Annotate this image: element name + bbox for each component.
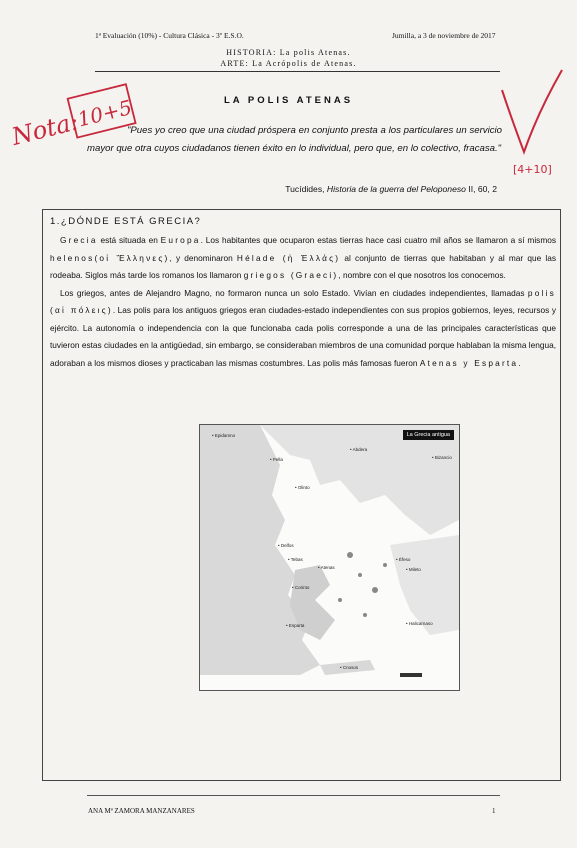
term-helenos: helenos(οἱ Ἕλληνες) (50, 252, 170, 263)
quote-ref: II, 60, 2 (465, 184, 497, 194)
map-city: • Olinto (295, 485, 310, 490)
page-title: LA POLIS ATENAS (223, 95, 354, 106)
greece-map (199, 424, 460, 691)
section-title: 1.¿DÓNDE ESTÁ GRECIA? (50, 216, 202, 227)
text: , nombre con el que nosotros los conocemos. (338, 270, 506, 280)
map-city: • Delfos (278, 543, 294, 548)
grade-value: 10+5 (75, 94, 135, 132)
check-mark-icon (498, 62, 568, 167)
term-cities: Atenas y Esparta (419, 357, 519, 368)
term-grecia: Grecia (60, 235, 98, 245)
map-city: • Atenas (318, 565, 335, 570)
term-polis: polis (αἱ πόλεις) (50, 287, 556, 315)
term-europa: Europa (160, 235, 201, 245)
text: . (518, 357, 521, 368)
map-drawing (200, 425, 459, 690)
subject-art: ARTE: La Acrópolis de Atenas. (220, 59, 357, 68)
map-title: La Grecia antigua (403, 430, 454, 440)
text: . Los habitantes que ocuparon estas tierras hace casi cuatro mil años se llamaron a sí mismos (200, 235, 556, 245)
footer-author: ANA Mª ZAMORA MANZANARES (88, 807, 195, 815)
text: está situada en (97, 235, 161, 245)
handwritten-score: [4+10] (513, 163, 552, 176)
map-city: • Éfeso (396, 557, 411, 562)
paragraph-1 (50, 232, 556, 285)
term-helade: Hélade (ἡ Ἑλλάς) (236, 252, 341, 263)
text: . Las polis para los antiguos griegos eran ciudades-estado independientes con sus propios gobiernos, leyes, recursos y ejército. La autonomía o independencia con la que funcionaba cada polis corresponde a una de las principales características que tuvieron estas ciudades en la antigüedad, sin embargo, se consideraban miembros de una comunidad porque hablaban la misma lengua, adoraban a los mismos dioses y practicaban las mismas costumbres. Las polis más famosas fueron (50, 305, 556, 368)
header-left: 1ª Evaluación (10%) - Cultura Clásica - 3º E.S.O. (95, 31, 244, 40)
map-city: • Epidamno (212, 433, 236, 438)
footer-rule (87, 795, 500, 796)
text: Los griegos, antes de Alejandro Magno, no formaron nunca un solo Estado. Vivían en ciudades independientes, llamadas (60, 287, 528, 298)
map-city: • Bizancio (432, 455, 452, 460)
header-rule (95, 71, 500, 72)
term-griegos: griegos (Graeci) (243, 270, 339, 280)
map-city: • Halicarnaso (406, 621, 433, 626)
map-city: • Pella (270, 457, 283, 462)
quote-work: Historia de la guerra del Peloponeso (326, 184, 466, 194)
map-city: • Mileto (406, 567, 421, 572)
map-city: • Cnosos (340, 665, 359, 670)
header-date: Jumilla, a 3 de noviembre de 2017 (392, 31, 496, 40)
grade-label: Nota: (8, 107, 82, 151)
answer-checkbox[interactable] (221, 690, 235, 691)
text: , y denominaron (169, 252, 237, 263)
text: al conjunto de tierras que habitaban y al mar que las rodeaba. Siglos más tarde los romanos los llamaron (50, 252, 556, 280)
map-city: • Corinto (292, 585, 310, 590)
map-city: • Esparta (286, 623, 305, 628)
map-city: • Tebas (288, 557, 303, 562)
quote-text: "Pues yo creo que una ciudad próspera en conjunto presta a los particulares un servicio mayor que otra cuyos ciudadanos tienen éxito en lo individual, pero que, en lo colectivo, fracasa." (87, 125, 502, 154)
quote-author: Tucídides, (285, 184, 327, 194)
map-city: • Abdera (350, 447, 368, 452)
quote-citation (285, 184, 497, 194)
paragraph-2 (50, 285, 556, 373)
section-body (50, 232, 556, 372)
page-number: 1 (492, 807, 496, 815)
subject-history: HISTORIA: La polis Atenas. (226, 48, 351, 57)
